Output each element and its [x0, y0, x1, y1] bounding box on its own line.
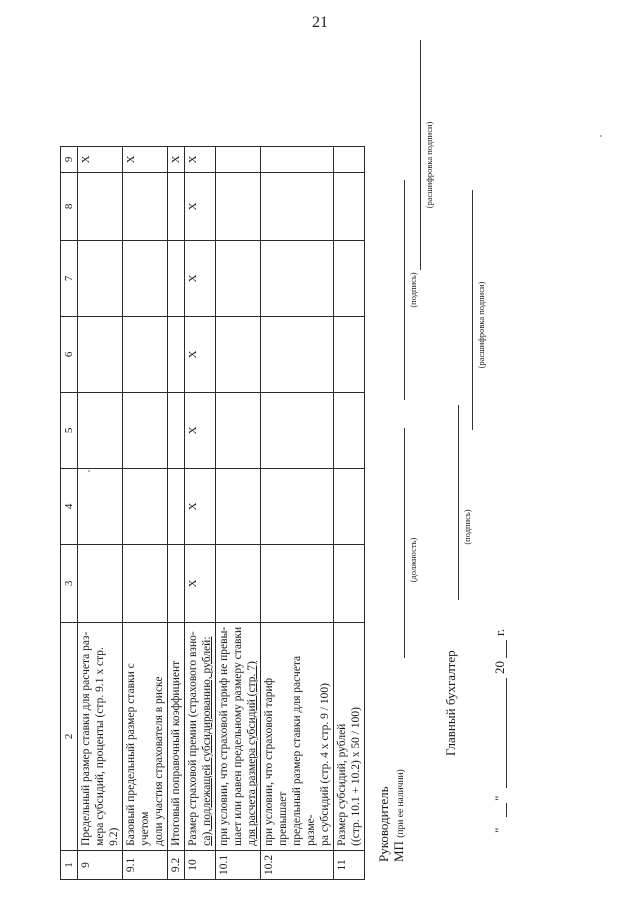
- value-cell: X: [185, 240, 216, 316]
- row-description-line: при условии, что страховой тариф превышает: [263, 677, 289, 846]
- accountant-signature-caption: (подпись): [462, 509, 472, 545]
- value-cell: [216, 392, 261, 468]
- row-description: [185, 622, 216, 850]
- row-code: 10.2: [261, 850, 334, 879]
- value-cell: X: [185, 544, 216, 622]
- column-number: 1: [61, 850, 78, 879]
- value-cell: [168, 392, 185, 468]
- date-quote-close: ": [492, 795, 507, 801]
- table-row: [216, 146, 261, 879]
- row-description: [261, 622, 334, 850]
- column-number: 3: [61, 544, 78, 622]
- value-cell: [78, 240, 123, 316]
- value-cell: X: [185, 392, 216, 468]
- value-cell: [261, 240, 334, 316]
- row-description: [334, 622, 365, 850]
- row-description-line: шает или равен предельному размеру ставки: [232, 626, 244, 846]
- value-cell: [123, 316, 168, 392]
- value-cell: [261, 468, 334, 544]
- table-row: [78, 146, 123, 879]
- value-cell: [334, 544, 365, 622]
- value-cell: [78, 468, 123, 544]
- column-number: 9: [61, 146, 78, 172]
- table-row: [168, 146, 185, 879]
- value-cell: [168, 544, 185, 622]
- column-number: 6: [61, 316, 78, 392]
- value-cell: [261, 392, 334, 468]
- value-cell: [261, 146, 334, 172]
- value-cell: [216, 468, 261, 544]
- row-description-line: Итоговый поправочный коэффициент: [170, 660, 182, 846]
- value-cell: [123, 468, 168, 544]
- row-description-line: са), подлежащей субсидированию, рублей:: [201, 636, 213, 846]
- value-cell: X: [78, 146, 123, 172]
- accountant-decoding-caption: (расшифровка подписи): [476, 281, 486, 369]
- column-number: 7: [61, 240, 78, 316]
- column-number: 5: [61, 392, 78, 468]
- value-cell: [216, 146, 261, 172]
- value-cell: [261, 172, 334, 240]
- value-cell: [123, 240, 168, 316]
- mp-label: [391, 769, 407, 862]
- decoding-line: [420, 40, 421, 270]
- value-cell: [123, 544, 168, 622]
- value-cell: [334, 468, 365, 544]
- value-cell: X: [185, 146, 216, 172]
- row-description-line: ((стр. 10.1 + 10.2) x 50 / 100): [350, 707, 362, 846]
- date-day-line: [506, 803, 507, 817]
- value-cell: X: [123, 146, 168, 172]
- value-cell: [78, 392, 123, 468]
- table-row: [185, 146, 216, 879]
- value-cell: [168, 172, 185, 240]
- row-description-line: мера субсидий, проценты (стр. 9.1 x стр. 9.2): [94, 647, 120, 846]
- table-body: [61, 146, 365, 879]
- column-number-row: [61, 146, 78, 879]
- row-code: 11: [334, 850, 365, 879]
- row-code: 10.1: [216, 850, 261, 879]
- row-description: [123, 622, 168, 850]
- row-description: [216, 622, 261, 850]
- value-cell: [261, 544, 334, 622]
- value-cell: [216, 544, 261, 622]
- value-cell: [123, 392, 168, 468]
- position-line: [404, 428, 405, 658]
- row-description-line: для расчета размера субсидий (стр. 7): [246, 661, 258, 846]
- value-cell: [334, 146, 365, 172]
- accountant-decoding-line: [472, 190, 473, 430]
- table-row: [334, 146, 365, 879]
- row-description-line: Размер страховой премии (страхового взно-: [187, 631, 199, 846]
- value-cell: [334, 240, 365, 316]
- row-code: 9.2: [168, 850, 185, 879]
- row-description-line: ра субсидий (стр. 4 x стр. 9 / 100): [319, 683, 331, 846]
- row-code: 10: [185, 850, 216, 879]
- value-cell: [216, 240, 261, 316]
- table-row: [261, 146, 334, 879]
- accountant-signature-line: [458, 405, 459, 600]
- row-code: 9.1: [123, 850, 168, 879]
- row-description-line: при условии, что страховой тариф не превы-: [218, 626, 230, 846]
- mp-note: (при ее наличии): [396, 769, 406, 838]
- value-cell: X: [185, 316, 216, 392]
- row-description-line: доли участия страхователя в риске: [153, 676, 165, 846]
- row-description-line: предельный размер ставки для расчета разме-: [291, 655, 317, 846]
- value-cell: [168, 468, 185, 544]
- value-cell: [78, 172, 123, 240]
- value-cell: [168, 316, 185, 392]
- date-month-line: [506, 678, 507, 788]
- row-code: 9: [78, 850, 123, 879]
- date-year-line: [506, 640, 507, 658]
- accountant-label: Главный бухгалтер: [443, 650, 458, 756]
- value-cell: X: [168, 146, 185, 172]
- row-description-line: Базовый предельный размер ставки с учетом: [125, 663, 151, 846]
- value-cell: X: [185, 172, 216, 240]
- signature-line: [404, 180, 405, 400]
- value-cell: [123, 172, 168, 240]
- date-year-prefix: 20: [492, 661, 507, 674]
- mp-text: МП: [391, 841, 406, 862]
- decoding-caption: (расшифровка подписи): [424, 121, 434, 209]
- date-quote-open: ": [492, 827, 507, 833]
- value-cell: [216, 316, 261, 392]
- row-description-line: Размер субсидий, рублей: [336, 723, 348, 846]
- value-cell: [78, 544, 123, 622]
- row-description-line: Предельный размер ставки для расчета раз-: [80, 631, 92, 846]
- value-cell: [261, 316, 334, 392]
- value-cell: [216, 172, 261, 240]
- value-cell: [168, 240, 185, 316]
- table-row: [123, 146, 168, 879]
- page-number: 21: [312, 14, 328, 31]
- column-number: 4: [61, 468, 78, 544]
- column-number: 2: [61, 622, 78, 850]
- date-year-suffix: г.: [492, 628, 507, 636]
- value-cell: [334, 172, 365, 240]
- value-cell: [334, 316, 365, 392]
- row-description: [78, 622, 123, 850]
- position-caption: (должность): [408, 537, 418, 583]
- column-number: 8: [61, 172, 78, 240]
- rotated-content: [60, 40, 620, 880]
- head-label: Руководитель: [376, 786, 391, 862]
- value-cell: [78, 316, 123, 392]
- value-cell: [334, 392, 365, 468]
- row-description: [168, 622, 185, 850]
- signature-caption: (подпись): [408, 272, 418, 308]
- value-cell: X: [185, 468, 216, 544]
- subsidy-table: [60, 146, 365, 880]
